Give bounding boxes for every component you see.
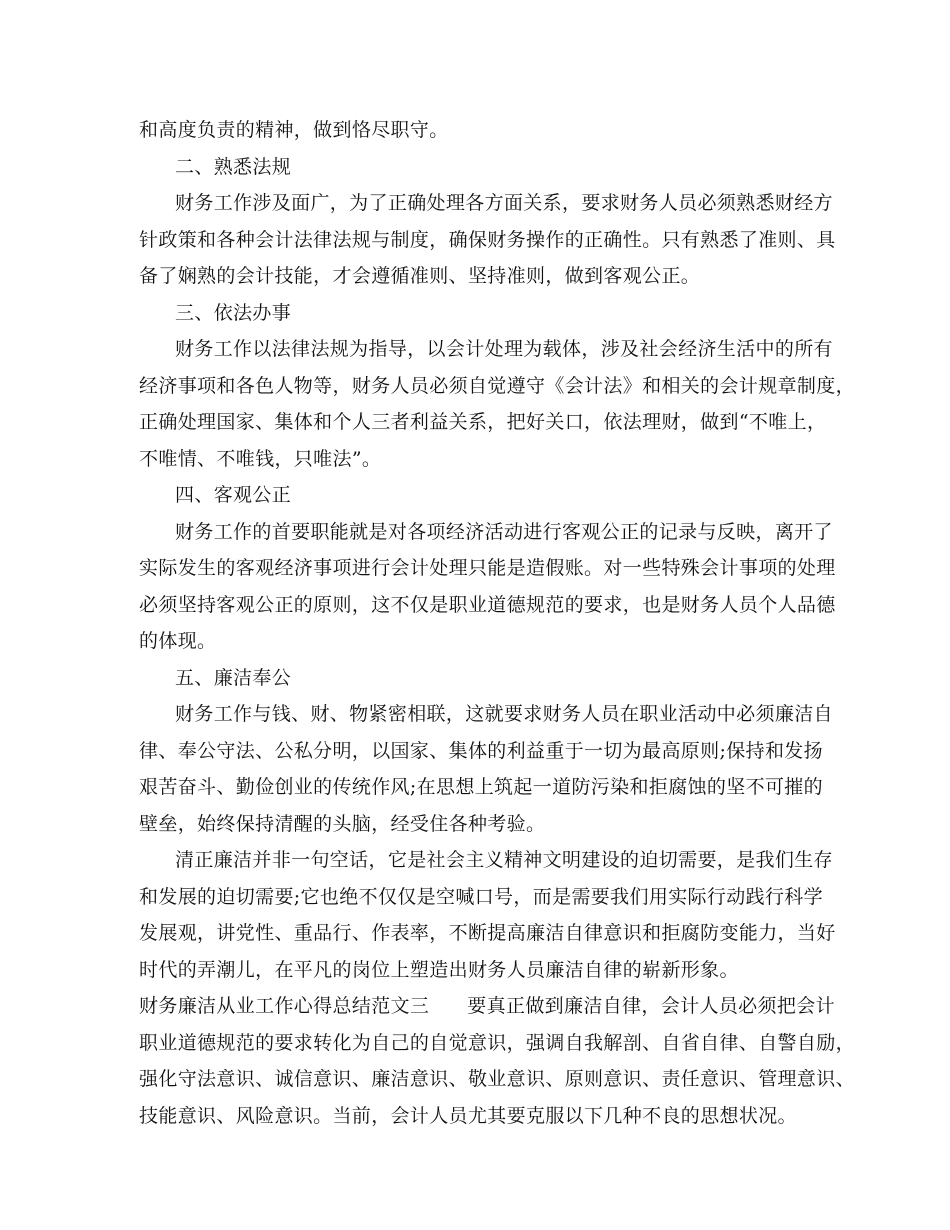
section-heading-2: 二、熟悉法规: [175, 155, 292, 178]
section-title-line: [139, 988, 835, 1025]
section-first-line: 要真正做到廉洁自律，会计人员必须把会计: [467, 995, 835, 1017]
paragraph-line: 实际发生的客观经济事项进行会计处理只能是造假账。对一些特殊会计事项的处理: [139, 557, 836, 579]
document-body: [139, 112, 855, 1134]
paragraph-line: 不唯情、不唯钱，只唯法”。: [139, 447, 382, 470]
paragraph-line: 备了娴熟的会计技能，才会遵循准则、坚持准则，做到客观公正。: [139, 265, 701, 287]
paragraph-line: 财务工作涉及面广，为了正确处理各方面关系，要求财务人员必须熟悉财经方: [175, 192, 833, 214]
paragraph-line: 发展观，讲党性、重品行、作表率，不断提高廉洁自律意识和拒腐防变能力，当好: [139, 922, 836, 944]
paragraph-line: 的体现。: [139, 630, 217, 652]
paragraph-line: 时代的弄潮儿，在平凡的岗位上塑造出财务人员廉洁自律的崭新形象。: [139, 958, 739, 981]
paragraph-line: 财务工作的首要职能就是对各项经济活动进行客观公正的记录与反映，离开了: [175, 520, 833, 543]
paragraph-line: 经济事项和各色人物等，财务人员必须自觉遵守《会计法》和相关的会计规章制度，: [139, 374, 855, 397]
section-title: 财务廉洁从业工作心得总结范文三: [139, 995, 430, 1017]
section-heading-5: 五、廉洁奉公: [175, 666, 292, 689]
paragraph-line: 技能意识、风险意识。当前，会计人员尤其要克服以下几种不良的思想状况。: [139, 1104, 797, 1127]
paragraph-line: 和高度负责的精神，做到恪尽职守。: [139, 119, 449, 141]
paragraph-line: 针政策和各种会计法律法规与制度，确保财务操作的正确性。只有熟悉了准则、具: [139, 228, 836, 251]
paragraph-line: 正确处理国家、集体和个人三者利益关系，把好关口，依法理财，做到“不唯上，: [139, 411, 827, 433]
paragraph-line: 壁垒，始终保持清醒的头脑，经受住各种考验。: [139, 812, 546, 835]
section-heading-3: 三、依法办事: [175, 301, 292, 324]
section-heading-4: 四、客观公正: [175, 484, 292, 506]
paragraph-line: 职业道德规范的要求转化为自己的自觉意识，强调自我解剖、自省自律、自警自励，: [139, 1031, 855, 1054]
paragraph-line: 强化守法意识、诚信意识、廉洁意识、敬业意识、原则意识、责任意识、管理意识、: [139, 1068, 855, 1090]
paragraph-line: 财务工作以法律法规为指导，以会计处理为载体，涉及社会经济生活中的所有: [175, 338, 833, 360]
paragraph-line: 清正廉洁并非一句空话，它是社会主义精神文明建设的迫切需要，是我们生存: [175, 849, 833, 871]
paragraph-line: 和发展的迫切需要;它也绝不仅仅是空喊口号，而是需要我们用实际行动践行科学: [139, 885, 824, 908]
paragraph-line: 财务工作与钱、财、物紧密相联，这就要求财务人员在职业活动中必须廉洁自: [175, 703, 833, 725]
paragraph-line: 律、奉公守法、公私分明，以国家、集体的利益重于一切为最高原则;保持和发扬: [139, 739, 824, 762]
paragraph-line: 必须坚持客观公正的原则，这不仅是职业道德规范的要求，也是财务人员个人品德: [139, 593, 836, 616]
paragraph-line: 艰苦奋斗、勤俭创业的传统作风;在思想上筑起一道防污染和拒腐蚀的坚不可摧的: [139, 776, 824, 798]
